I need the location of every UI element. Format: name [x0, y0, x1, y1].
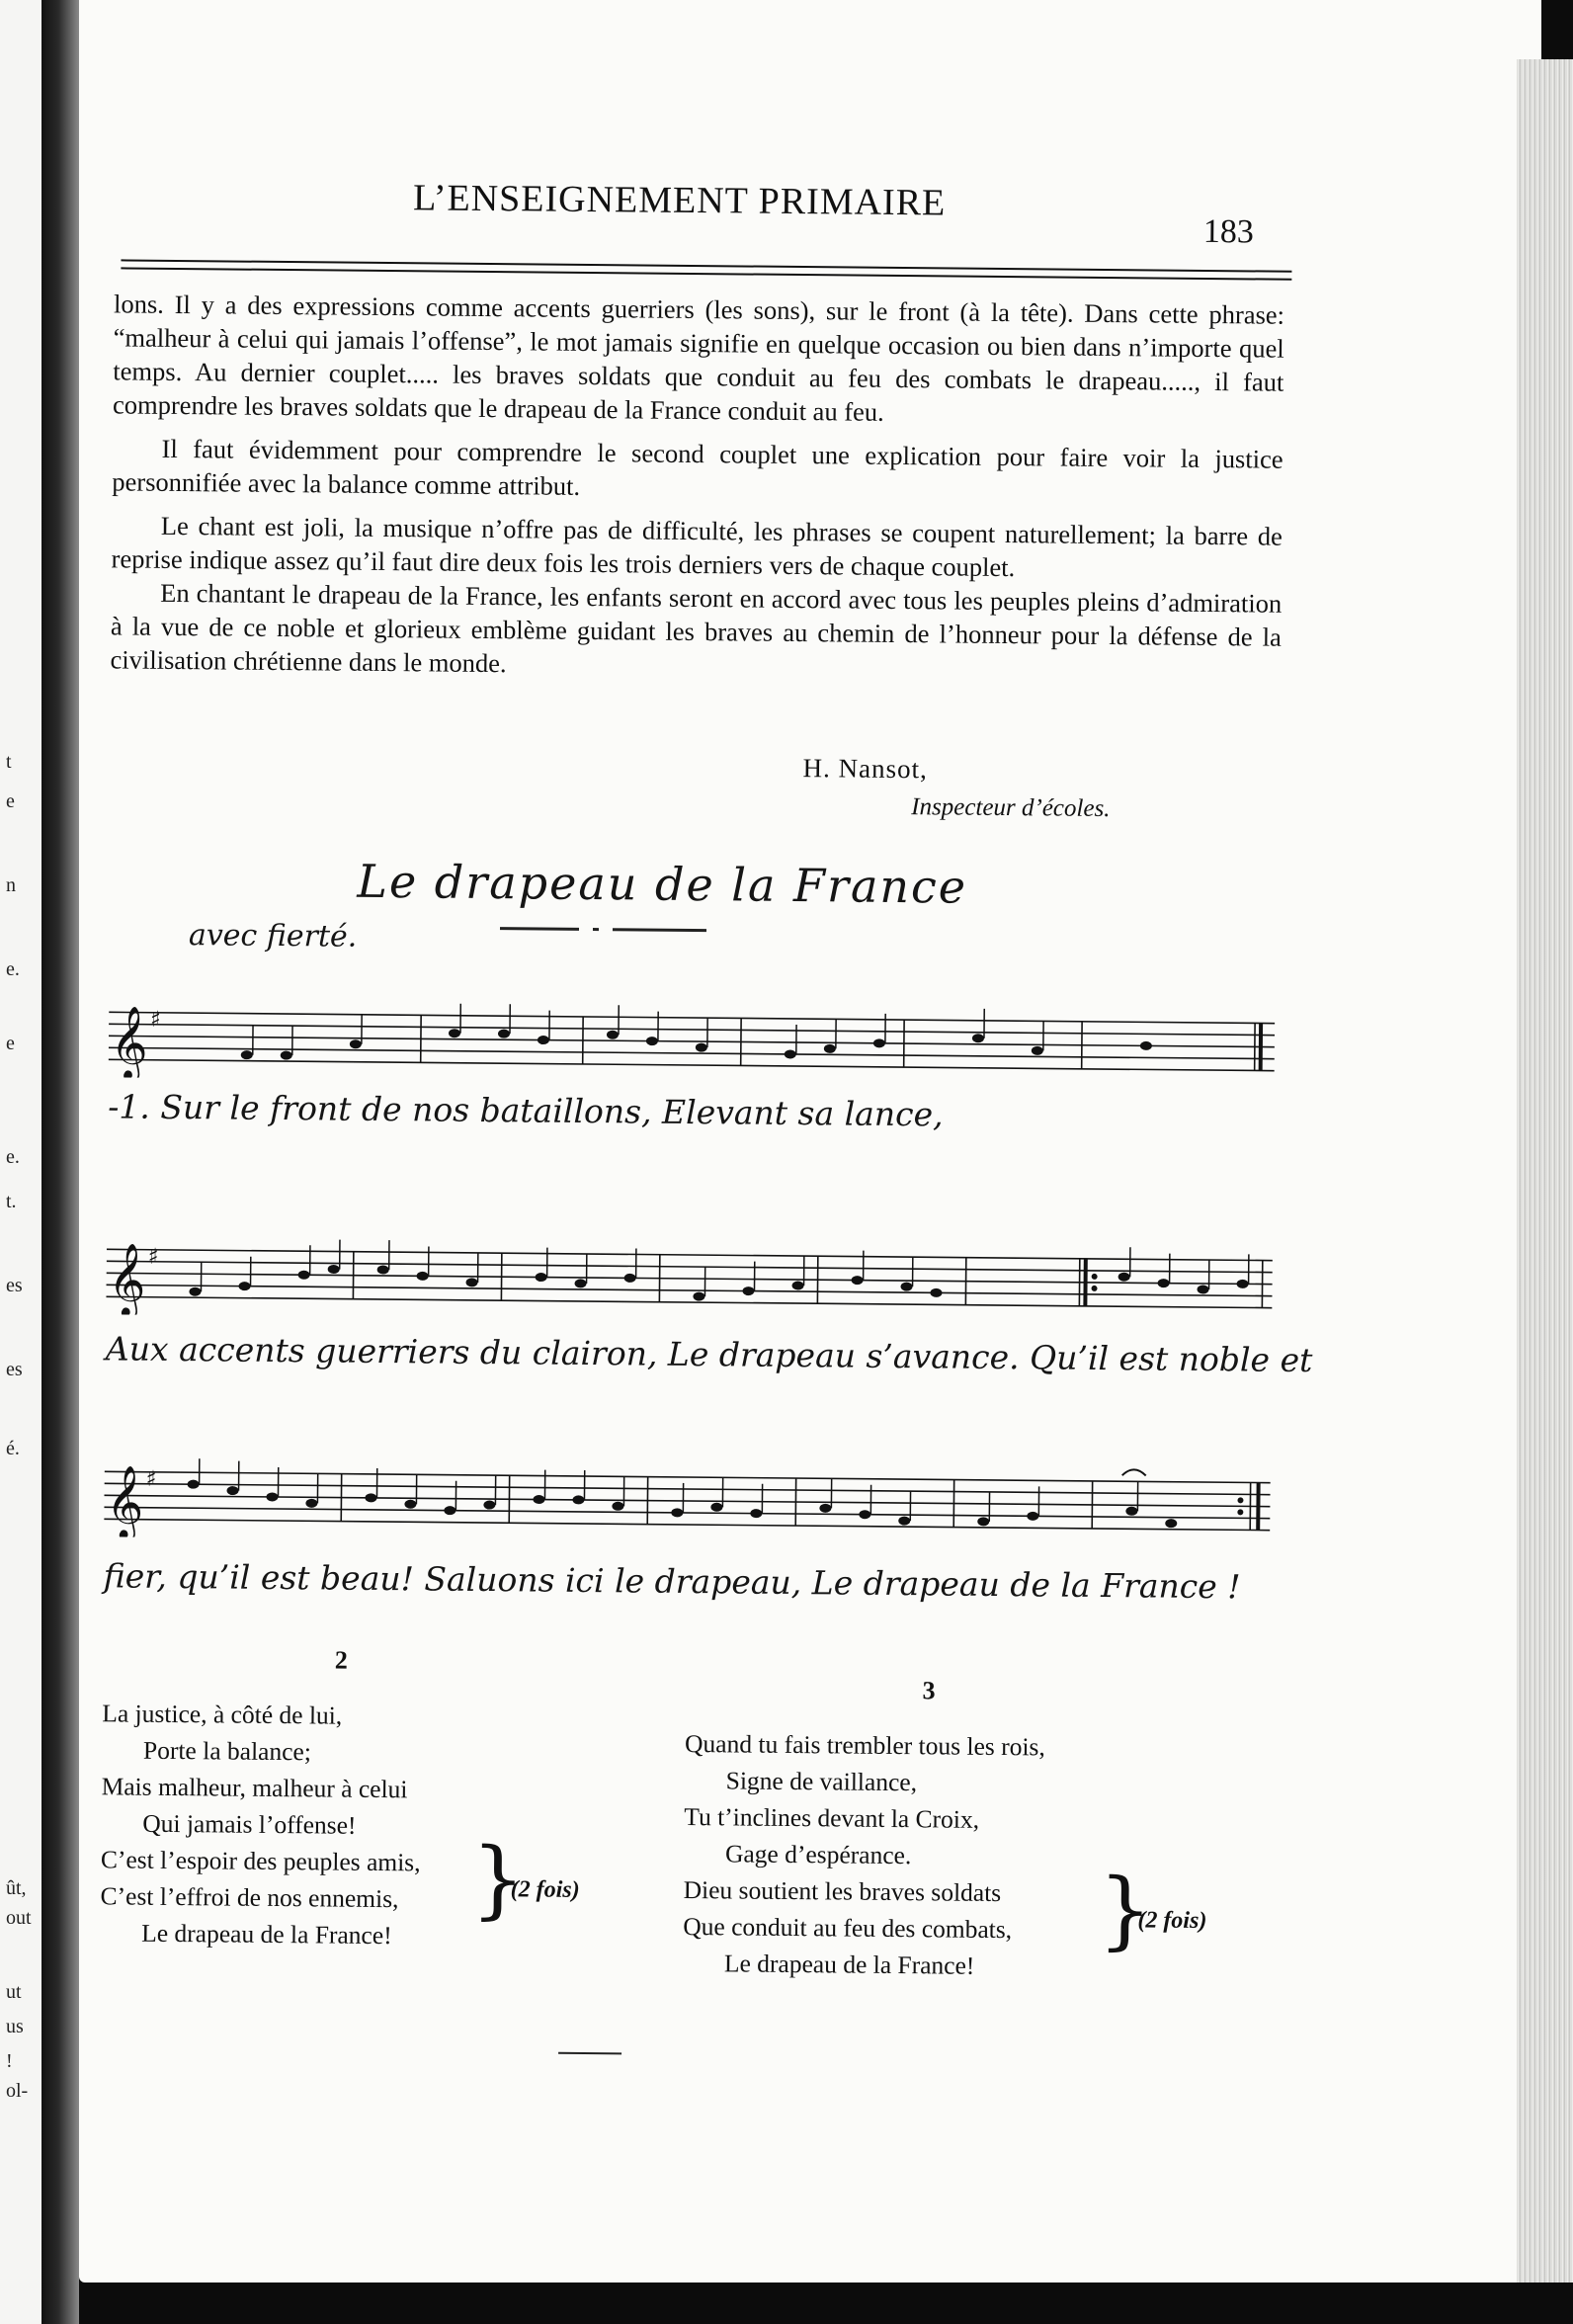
facing-page-edge — [0, 0, 41, 2324]
verse-line: Que conduit au feu des combats, — [683, 1911, 1013, 1945]
left-fragment: ol- — [6, 2080, 29, 2102]
music-staff — [106, 1235, 1278, 1315]
tempo-marking: avec fierté. — [188, 918, 358, 954]
running-head: L’ENSEIGNEMENT PRIMAIRE — [412, 177, 947, 224]
left-fragment: us — [6, 2016, 24, 2037]
verse-line: Dieu soutient les braves soldats — [683, 1874, 1002, 1908]
left-fragment: e — [6, 790, 15, 812]
left-fragment: ût, — [6, 1877, 27, 1899]
repeat-brace: } — [1098, 1860, 1153, 1960]
svg-text:♯: ♯ — [149, 1007, 161, 1033]
left-fragment: e. — [6, 958, 20, 980]
paragraph: lons. Il y a des expressions comme accents guerriers (les sons), sur le front (à la tête). Dans cette phrase: “malheur à celui qui jamais l’offense”, le mot jamais signifie en quelque occasion ou bien dans n’importe quel temps. Au dernier couplet..... les braves soldats que conduit au feu des combats le drapeau....., il faut comprendre les braves soldats que le drapeau de la France conduit au feu. — [112, 289, 1285, 427]
left-fragment: e. — [6, 1146, 20, 1168]
left-fragment: e — [6, 1033, 15, 1054]
svg-text:𝄞: 𝄞 — [106, 1465, 144, 1539]
repeat-note: (2 fois) — [1137, 1907, 1207, 1935]
verse-line: Signe de vaillance, — [725, 1766, 918, 1797]
book-page — [79, 0, 1541, 2282]
song-title: Le drapeau de la France — [357, 854, 968, 914]
title-underline — [500, 918, 720, 939]
author-name: H. Nansot, — [802, 753, 928, 785]
lyric-line: -1. Sur le front de nos bataillons, Elevant sa lance, — [108, 1087, 944, 1134]
left-fragment: ut — [6, 1981, 22, 2003]
paragraph: Il faut évidemment pour comprendre le second couplet une explication pour faire voir la justice personnifiée avec la balance comme attribut. — [112, 433, 1283, 501]
header-rule — [121, 259, 1291, 280]
verse-number: 3 — [922, 1676, 936, 1705]
left-fragment: n — [6, 874, 16, 896]
page-content — [57, 0, 1443, 2295]
svg-text:♯: ♯ — [147, 1244, 159, 1270]
author-role: Inspecteur d’écoles. — [911, 793, 1111, 823]
left-fragment: t. — [6, 1191, 17, 1212]
verse-line: C’est l’espoir des peuples amis, — [100, 1845, 421, 1877]
verse-line: Le drapeau de la France! — [141, 1918, 392, 1950]
svg-text:𝄞: 𝄞 — [108, 1243, 146, 1317]
verse-line: Mais malheur, malheur à celui — [101, 1772, 408, 1804]
verse-line: Tu t’inclines devant la Croix, — [684, 1801, 980, 1834]
verse-line: Gage d’espérance. — [724, 1839, 912, 1870]
verse-number: 2 — [334, 1645, 349, 1675]
left-fragment: é. — [6, 1438, 20, 1459]
verse-2 — [100, 1695, 422, 1953]
verse-3 — [683, 1725, 1045, 1984]
music-staff — [109, 998, 1281, 1078]
verse-line: C’est l’effroi de nos ennemis, — [100, 1881, 399, 1914]
paragraph: En chantant le drapeau de la France, les enfants seront en accord avec tous les peuples pleins d’admiration à la vue de ce noble et glorieux emblème guidant les braves au chemin de l’honneur pour la défense de la civilisation chrétienne dans le monde. — [110, 577, 1283, 679]
left-fragment: out — [6, 1907, 32, 1929]
left-fragment: ! — [6, 2050, 13, 2072]
lyric-line: fier, qu’il est beau! Saluons ici le drapeau, Le drapeau de la France ! — [103, 1556, 1241, 1607]
verse-line: Quand tu fais trembler tous les rois, — [684, 1728, 1045, 1762]
svg-text:𝄞: 𝄞 — [110, 1006, 149, 1080]
body-text — [110, 287, 1284, 697]
verse-line: Qui jamais l’offense! — [142, 1808, 357, 1840]
paragraph: Le chant est joli, la musique n’offre pas de difficulté, les phrases se coupent naturellement; la barre de reprise indique assez qu’il faut dire deux fois les trois derniers vers de chaque couplet. — [111, 510, 1283, 583]
left-fragment: es — [6, 1275, 23, 1296]
page-fore-edge — [1517, 59, 1573, 2282]
end-rule — [558, 2052, 621, 2055]
left-fragment: es — [6, 1359, 23, 1380]
svg-text:♯: ♯ — [145, 1466, 157, 1492]
verse-line: Porte la balance; — [142, 1735, 312, 1767]
repeat-note: (2 fois) — [510, 1876, 580, 1903]
repeat-brace: } — [470, 1829, 526, 1930]
left-fragment: t — [6, 751, 12, 773]
lyric-line: Aux accents guerriers du clairon, Le drapeau s’avance. Qu’il est noble et — [105, 1329, 1313, 1380]
page-number: 183 — [1202, 212, 1254, 251]
verse-line: Le drapeau de la France! — [723, 1949, 975, 1980]
verse-line: La justice, à côté de lui, — [102, 1699, 343, 1730]
music-staff — [104, 1457, 1276, 1537]
